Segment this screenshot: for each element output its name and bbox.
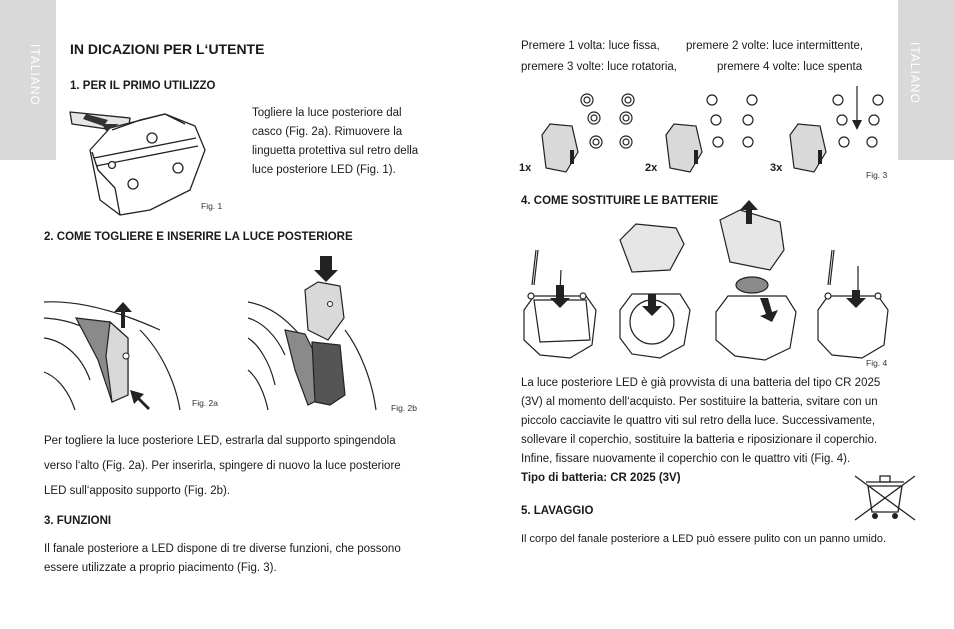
section-4-heading: 4. COME SOSTITUIRE LE BATTERIE [521, 195, 719, 207]
s3-line-1: Il fanale posteriore a LED dispone di tre diverse funzioni, che possono [44, 543, 401, 555]
step-3x-label: 3x [770, 162, 783, 174]
section-5-heading: 5. LAVAGGIO [521, 505, 594, 517]
s4-line-2: (3V) al momento dell‘acquisto. Per sostituire la batteria, svitare con un [521, 396, 878, 408]
section-1-heading: 1. PER IL PRIMO UTILIZZO [70, 80, 216, 92]
section-3-heading: 3. FUNZIONI [44, 515, 112, 527]
modes-line-2a: premere 3 volte: luce rotatoria, [521, 61, 677, 73]
s1-line-3: linguetta protettiva sul retro della [252, 145, 419, 157]
s4-line-3: piccolo cacciavite le quattro viti sul retro della luce. Successivamente, [521, 415, 876, 427]
right-language-label: ITALIANO [908, 42, 922, 104]
s4-line-4: sollevare il coperchio, sostituire la batteria e riposizionare il coperchio. [521, 434, 878, 446]
s1-line-1: Togliere la luce posteriore dal [252, 107, 402, 119]
fig4-caption: Fig. 4 [866, 358, 888, 368]
fig2a-caption: Fig. 2a [192, 398, 218, 408]
left-language-label: ITALIANO [28, 44, 42, 106]
s1-line-4: luce posteriore LED (Fig. 1). [252, 164, 396, 176]
s2-line-2: verso l‘alto (Fig. 2a). Per inserirla, spingere di nuovo la luce posteriore [44, 460, 401, 472]
s1-line-2: casco (Fig. 2a). Rimuovere la [252, 126, 403, 138]
battery-type: Tipo di batteria: CR 2025 (3V) [521, 472, 681, 484]
s4-line-5: Infine, fissare nuovamente il coperchio con le quattro viti (Fig. 4). [521, 453, 851, 465]
s4-line-1: La luce posteriore LED è già provvista di una batteria del tipo CR 2025 [521, 377, 881, 389]
modes-line-2b: premere 4 volte: luce spenta [717, 61, 863, 73]
fig3-caption: Fig. 3 [866, 170, 888, 180]
fig1-caption: Fig. 1 [201, 201, 223, 211]
step-1x-label: 1x [519, 162, 532, 174]
s2-line-3: LED sull‘apposito supporto (Fig. 2b). [44, 485, 231, 497]
modes-line-1a: Premere 1 volta: luce fissa, [521, 40, 660, 52]
fig2b-caption: Fig. 2b [391, 403, 417, 413]
page-title: IN DICAZIONI PER L‘UTENTE [70, 41, 265, 57]
modes-line-1b: premere 2 volte: luce intermittente, [686, 40, 864, 52]
section-2-heading: 2. COME TOGLIERE E INSERIRE LA LUCE POSTERIORE [44, 231, 353, 243]
step-2x-label: 2x [645, 162, 658, 174]
s5-text: Il corpo del fanale posteriore a LED può essere pulito con un panno umido. [521, 533, 887, 545]
s2-line-1: Per togliere la luce posteriore LED, estrarla dal supporto spingendola [44, 435, 396, 447]
s3-line-2: essere utilizzate a proprio piacimento (Fig. 3). [44, 562, 277, 574]
